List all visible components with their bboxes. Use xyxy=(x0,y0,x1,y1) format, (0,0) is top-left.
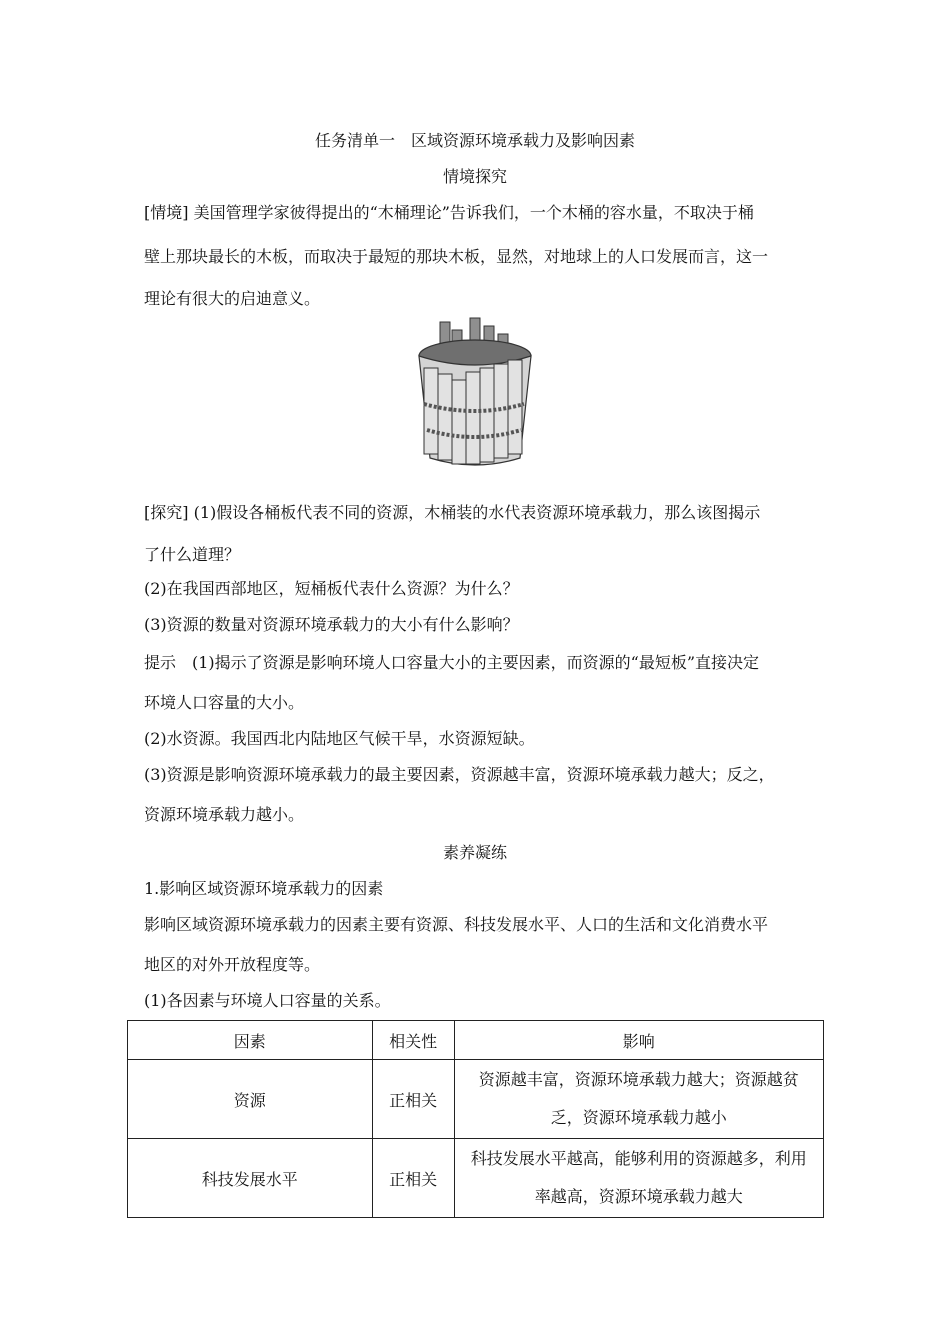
effect-line: 率越高，资源环境承载力越大 xyxy=(534,1187,743,1206)
explore-line: 了什么道理？ xyxy=(144,545,241,564)
table-row xyxy=(128,1139,824,1218)
table-cell-correlation: 正相关 xyxy=(372,1060,454,1139)
table-row xyxy=(128,1060,824,1139)
scenario-line: [情境] 美国管理学家彼得提出的“木桶理论”告诉我们，一个木桶的容水量，不取决于桶 xyxy=(144,203,754,222)
table-cell-factor: 科技发展水平 xyxy=(128,1139,373,1218)
hint-line: 资源环境承载力越小。 xyxy=(144,805,305,824)
hint-line: (2)水资源。我国西北内陆地区气候干旱，水资源短缺。 xyxy=(144,729,535,748)
hint-line: 提示 (1)揭示了资源是影响环境人口容量大小的主要因素，而资源的“最短板”直接决定 xyxy=(144,653,760,672)
table-cell-effect xyxy=(454,1139,823,1218)
factors-table xyxy=(127,1020,824,1218)
table-header-cell: 相关性 xyxy=(372,1021,454,1060)
page-title: 任务清单一 区域资源环境承载力及影响因素 xyxy=(314,131,635,150)
explore-line: (3)资源的数量对资源环境承载力的大小有什么影响？ xyxy=(144,615,519,634)
table-header-row xyxy=(128,1021,824,1060)
table-header-cell: 影响 xyxy=(454,1021,823,1060)
hint-line: (3)资源是影响资源环境承载力的最主要因素，资源越丰富，资源环境承载力越大；反之， xyxy=(144,765,775,784)
explore-line: [探究] (1)假设各桶板代表不同的资源，木桶装的水代表资源环境承载力，那么该图揭示 xyxy=(144,503,761,522)
table-cell-effect xyxy=(454,1060,823,1139)
numbered-heading: 1.影响区域资源环境承载力的因素 xyxy=(144,879,384,898)
scenario-line: 理论有很大的启迪意义。 xyxy=(144,289,321,308)
body-line: (1)各因素与环境人口容量的关系。 xyxy=(144,991,391,1010)
table-cell-correlation: 正相关 xyxy=(372,1139,454,1218)
hint-line: 环境人口容量的大小。 xyxy=(144,693,305,712)
body-line: 地区的对外开放程度等。 xyxy=(144,955,321,974)
body-line: 影响区域资源环境承载力的因素主要有资源、科技发展水平、人口的生活和文化消费水平 xyxy=(144,915,769,934)
effect-line: 乏，资源环境承载力越小 xyxy=(550,1108,727,1127)
explore-line: (2)在我国西部地区，短桶板代表什么资源？为什么？ xyxy=(144,579,519,598)
effect-line: 科技发展水平越高，能够利用的资源越多，利用 xyxy=(470,1149,807,1168)
section-heading-summary: 素养凝练 xyxy=(442,843,507,862)
table-header-cell: 因素 xyxy=(128,1021,373,1060)
scenario-line: 壁上那块最长的木板，而取决于最短的那块木板，显然，对地球上的人口发展而言，这一 xyxy=(144,247,769,266)
table-cell-factor: 资源 xyxy=(128,1060,373,1139)
wooden-barrel-illustration xyxy=(410,312,540,472)
effect-line: 资源越丰富，资源环境承载力越大；资源越贫 xyxy=(478,1070,799,1089)
section-heading-scenario: 情境探究 xyxy=(442,167,507,186)
